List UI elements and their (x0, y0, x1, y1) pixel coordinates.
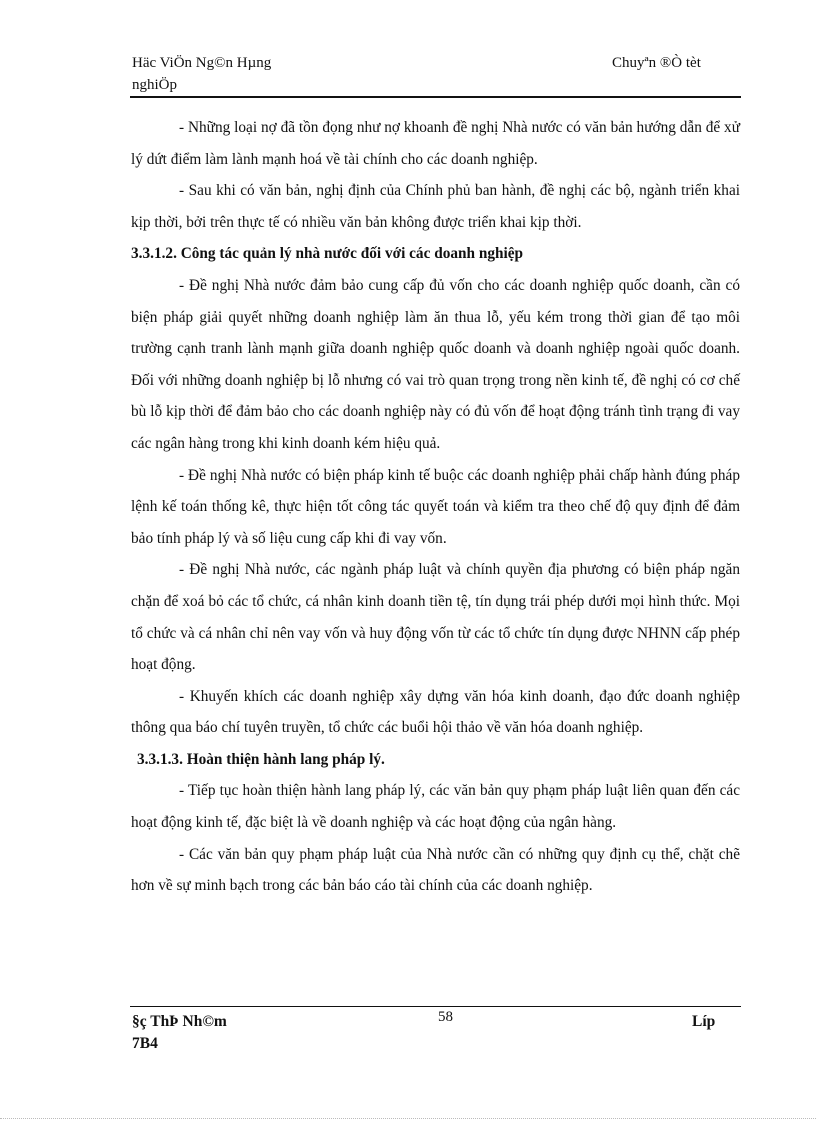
paragraph: - Đề nghị Nhà nước đảm bảo cung cấp đủ vốn cho các doanh nghiệp quốc doanh, cần có biện pháp giải quyết những doanh nghiệp làm ăn thua lỗ, yếu kém trong thời gian để tạo môi trường cạnh tranh lành mạnh giữa doanh nghiệp quốc doanh và doanh nghiệp ngoài quốc doanh. Đối với những doanh nghiệp bị lỗ nhưng có vai trò quan trọng trong nền kinh tế, đề nghị có cơ chế bù lỗ kịp thời để đảm bảo cho các doanh nghiệp này có đủ vốn để hoạt động tránh tình trạng đi vay các ngân hàng trong khi kinh doanh kém hiệu quả. (131, 276, 740, 452)
header-institution-cont: nghiÖp (132, 77, 177, 93)
paragraph: - Những loại nợ đã tồn đọng như nợ khoanh đề nghị Nhà nước có văn bản hướng dẫn để xử lý dứt điểm làm lành mạnh hoá về tài chính cho các doanh nghiệp. (131, 119, 740, 168)
paragraph: - Sau khi có văn bản, nghị định của Chính phủ ban hành, đề nghị các bộ, ngành triển khai kịp thời, bởi trên thực tế có nhiều văn bản không được triển khai kịp thời. (131, 182, 740, 231)
header-divider (130, 96, 741, 98)
footer-author-class: 7B4 (132, 1035, 158, 1052)
paragraph: - Đề nghị Nhà nước, các ngành pháp luật và chính quyền địa phương có biện pháp ngăn chặn để xoá bỏ các tổ chức, cá nhân kinh doanh tiền tệ, tín dụng trái phép dưới mọi hình thức. Mọi tổ chức và cá nhân chỉ nên vay vốn và huy động vốn từ các tổ chức tín dụng được NHNN cấp phép hoạt động. (131, 561, 740, 674)
footer-divider (130, 1006, 741, 1007)
footer-author (132, 1011, 227, 1055)
header-institution: Häc ViÖn Ng©n Hµng (132, 55, 272, 71)
paragraph: - Các văn bản quy phạm pháp luật của Nhà nước cần có những quy định cụ thể, chặt chẽ hơn về sự minh bạch trong các bản báo cáo tài chính của các doanh nghiệp. (131, 845, 740, 895)
footer-class-label: Líp (692, 1013, 716, 1030)
paragraph: - Tiếp tục hoàn thiện hành lang pháp lý, các văn bản quy phạm pháp luật liên quan đến các hoạt động kinh tế, đặc biệt là về doanh nghiệp và các hoạt động của ngân hàng. (131, 782, 740, 832)
page-number: 58 (438, 1009, 453, 1025)
footer-author-name: §ç ThÞ Nh©m (132, 1013, 227, 1030)
paragraph: - Đề nghị Nhà nước có biện pháp kinh tế buộc các doanh nghiệp phải chấp hành đúng pháp lệnh kế toán thống kê, thực hiện tốt công tác quyết toán và kiểm tra theo chế độ quy định để đảm bảo tính pháp lý và số liệu cung cấp khi đi vay vốn. (131, 466, 740, 547)
page-edge-divider (0, 1118, 816, 1119)
section-heading: 3.3.1.3. Hoàn thiện hành lang pháp lý. (137, 750, 385, 768)
header-doc-type: Chuyªn ®Ò tèt (612, 55, 701, 71)
document-body (131, 112, 740, 902)
paragraph: - Khuyến khích các doanh nghiệp xây dựng văn hóa kinh doanh, đạo đức doanh nghiệp thông qua báo chí tuyên truyền, tổ chức các buổi hội thảo về văn hóa doanh nghiệp. (131, 687, 740, 737)
header-left (132, 52, 271, 96)
section-heading: 3.3.1.2. Công tác quản lý nhà nước đối với các doanh nghiệp (131, 245, 524, 263)
